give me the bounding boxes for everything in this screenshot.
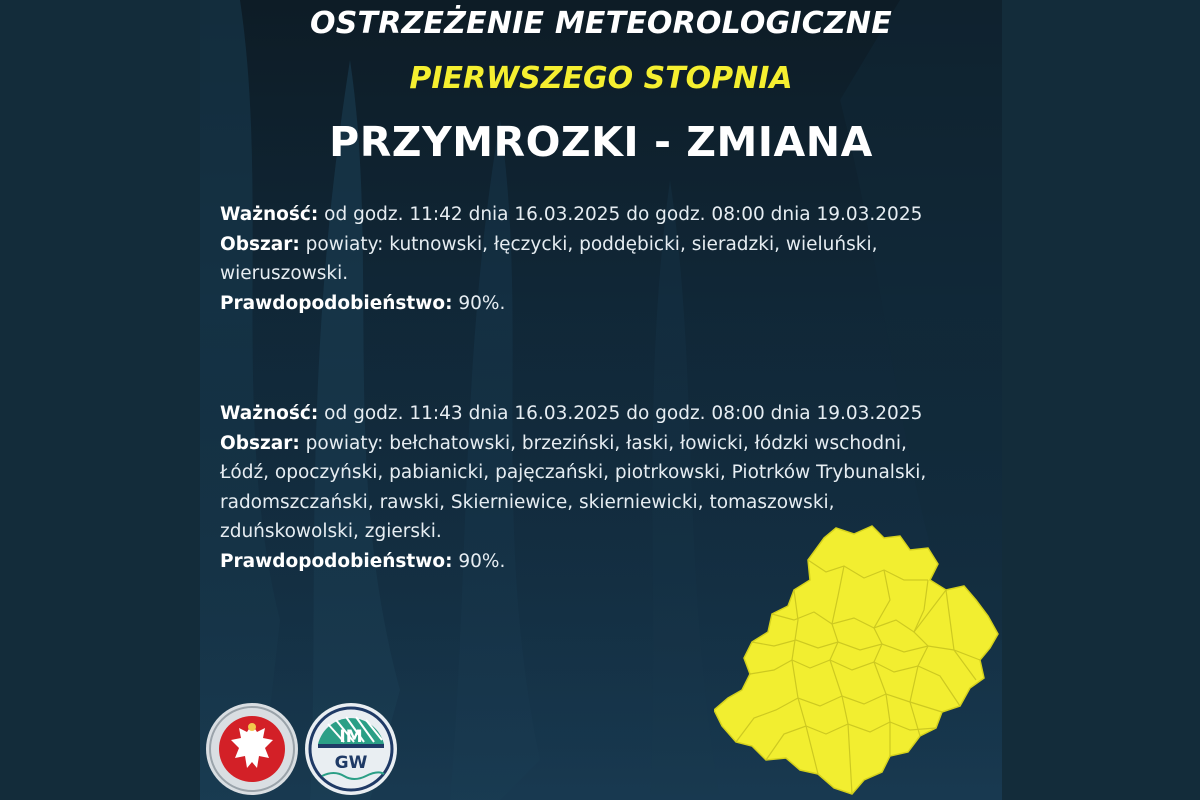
validity-value: od godz. 11:42 dnia 16.03.2025 do godz. 08:00 dnia 19.03.2025 [324, 204, 923, 225]
validity-row [220, 200, 940, 230]
validity-label: Ważność: [220, 204, 319, 225]
title-line-2: PIERWSZEGO STOPNIA [409, 61, 793, 96]
imgw-logo-icon [304, 702, 398, 796]
warning-block-1 [220, 200, 940, 318]
area-value: powiaty: bełchatowski, brzeziński, łaski, łowicki, łódzki wschodni, Łódź, opoczyński, pabianicki, pajęczański, piotrkowski, Piotrków Trybunalski, radomszczański, rawski, Skierniewice, skierniewicki, tomaszowski, zduńskowolski, zgierski. [220, 432, 927, 542]
title-line-1: OSTRZEŻENIE METEOROLOGICZNE [310, 6, 892, 41]
title-line-3: PRZYMROZKI - ZMIANA [329, 118, 873, 166]
probability-value: 90%. [458, 550, 506, 572]
area-row [220, 230, 940, 289]
region-map [714, 520, 1002, 800]
area-label: Obszar: [220, 233, 300, 255]
probability-label: Prawdopodobieństwo: [220, 550, 453, 572]
imgw-text-bottom: GW [334, 753, 368, 773]
probability-row [220, 289, 940, 319]
warning-panel [200, 0, 1002, 800]
area-value: powiaty: kutnowski, łęczycki, poddębicki, sieradzki, wieluński, wieruszowski. [220, 233, 878, 284]
polish-eagle-emblem-icon [205, 702, 299, 796]
imgw-text-top: IM [339, 727, 363, 747]
validity-row [220, 399, 940, 429]
area-label: Obszar: [220, 432, 300, 454]
probability-label: Prawdopodobieństwo: [220, 292, 453, 314]
validity-value: od godz. 11:43 dnia 16.03.2025 do godz. 08:00 dnia 19.03.2025 [324, 403, 923, 424]
voivodeship-shape [714, 526, 998, 794]
probability-value: 90%. [458, 292, 506, 314]
validity-label: Ważność: [220, 403, 319, 424]
